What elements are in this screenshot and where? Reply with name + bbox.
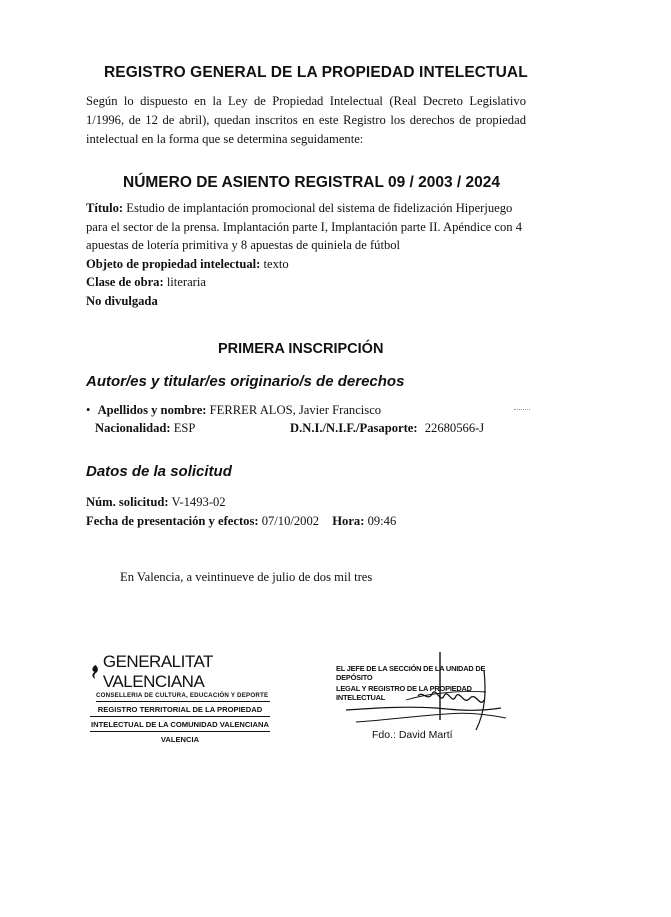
- document-title: REGISTRO GENERAL DE LA PROPIEDAD INTELECTUAL: [104, 64, 528, 81]
- jefe-line-1: EL JEFE DE LA SECCIÓN DE LA UNIDAD DE DEPÓSITO: [336, 664, 486, 682]
- objeto-label: Objeto de propiedad intelectual:: [86, 256, 261, 271]
- hora-value: 09:46: [367, 514, 397, 528]
- conselleria-subtitle: CONSELLERIA DE CULTURA, EDUCACIÓN Y DEPORTE: [96, 692, 270, 702]
- generalitat-header: [90, 652, 270, 692]
- dni-label: D.N.I./N.I.F./Pasaporte:: [290, 421, 418, 435]
- primera-inscripcion-heading: PRIMERA INSCRIPCIÓN: [218, 341, 384, 357]
- fecha-line: [86, 512, 396, 531]
- clase-label: Clase de obra:: [86, 275, 164, 289]
- dni-value: 22680566-J: [424, 421, 485, 435]
- divulgada-line: [86, 292, 534, 311]
- stamp-row-intelectual: INTELECTUAL DE LA COMUNIDAD VALENCIANA: [90, 717, 270, 732]
- asiento-heading: NÚMERO DE ASIENTO REGISTRAL 09 / 2003 / 2024: [123, 174, 501, 191]
- jefe-line-2: LEGAL Y REGISTRO DE LA PROPIEDAD INTELECTUAL: [336, 684, 472, 702]
- signer-name: Fdo.: David Martí: [372, 729, 453, 741]
- num-solicitud-value: V-1493-02: [171, 495, 226, 509]
- author-name-line: [86, 403, 525, 418]
- clase-line: [86, 273, 534, 292]
- asiento-details: [86, 199, 534, 310]
- solicitud-heading: Datos de la solicitud: [86, 463, 232, 480]
- clase-value: literaria: [166, 275, 206, 289]
- num-solicitud-line: [86, 493, 226, 512]
- num-solicitud-label: Núm. solicitud:: [86, 495, 169, 509]
- place-date: En Valencia, a veintinueve de julio de dos mil tres: [120, 570, 373, 584]
- nacionalidad-value: ESP: [173, 421, 196, 435]
- objeto-line: [86, 255, 534, 274]
- divulgada-text: No divulgada: [86, 293, 158, 308]
- stamp-row-valencia: VALENCIA: [160, 735, 200, 744]
- bullet-icon: •: [86, 403, 91, 417]
- author-entry: [86, 403, 525, 436]
- stamp-row-registro: REGISTRO TERRITORIAL DE LA PROPIEDAD: [90, 702, 270, 717]
- generalitat-stamp: [90, 652, 270, 746]
- fecha-value: 07/10/2002: [261, 514, 320, 528]
- apellidos-value: FERRER ALOS, Javier Francisco: [209, 403, 382, 417]
- intro-paragraph: Según lo dispuesto en la Ley de Propiedad Intelectual (Real Decreto Legislativo 1/1996, de 12 de abril), quedan inscritos en este Registro los derechos de propiedad intelectual en la forma que se determina seguidamente:: [86, 94, 526, 146]
- titulo-label: Título:: [86, 201, 124, 215]
- nacionalidad-label: Nacionalidad:: [95, 421, 171, 435]
- objeto-value: texto: [263, 256, 289, 271]
- hora-label: Hora:: [332, 514, 365, 528]
- dni-group: [290, 421, 484, 436]
- handwritten-signature: [336, 650, 516, 740]
- fecha-label: Fecha de presentación y efectos:: [86, 514, 259, 528]
- generalitat-title: GENERALITAT VALENCIANA: [102, 652, 213, 691]
- generalitat-logo-icon: [90, 662, 101, 682]
- autores-heading: Autor/es y titular/es originario/s de derechos: [86, 373, 405, 390]
- author-id-line: [86, 421, 525, 436]
- titulo-line: [86, 199, 534, 255]
- dotted-mark: [514, 409, 530, 410]
- apellidos-label: Apellidos y nombre:: [97, 403, 207, 417]
- titulo-value: Estudio de implantación promocional del sistema de fidelización Hiperjuego para el sector de la prensa. Implantación parte I, Implantación parte II. Apéndice con 4 apuestas de lotería primitiva y 8 apuestas de quiniela de fútbol: [86, 201, 523, 252]
